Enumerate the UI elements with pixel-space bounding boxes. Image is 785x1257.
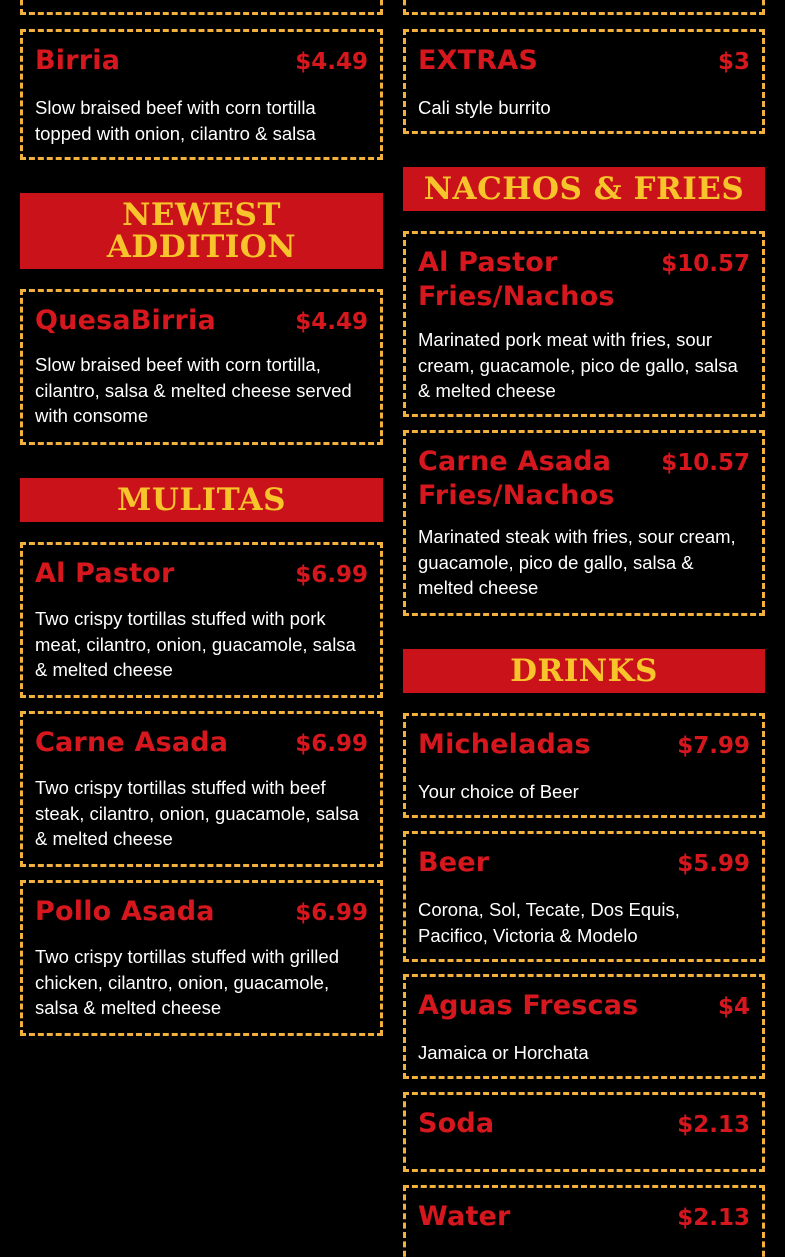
item-name: Al Pastor [35, 558, 175, 589]
previous-card-left [20, 0, 383, 15]
item-description: Marinated steak with fries, sour cream, guacamole, pico de gallo, salsa & melted cheese [418, 526, 736, 598]
menu-item-water [403, 1185, 765, 1257]
menu-item-micheladas [403, 713, 765, 818]
item-name: Micheladas [418, 729, 591, 760]
item-description: Corona, Sol, Tecate, Dos Equis, Pacifico, Victoria & Modelo [418, 899, 680, 946]
item-description: Slow braised beef with corn tortilla, cilantro, salsa & melted cheese served with consome [35, 354, 352, 426]
menu-item-beer [403, 831, 765, 962]
item-price: $10.57 [661, 450, 750, 476]
item-name: QuesaBirria [35, 305, 216, 336]
item-price: $4.49 [295, 309, 368, 335]
banner-nachos-fries [403, 167, 765, 211]
item-name: Pollo Asada [35, 896, 215, 927]
item-description: Marinated pork meat with fries, sour cream, guacamole, pico de gallo, salsa & melted cheese [418, 329, 738, 401]
menu-item-birria [20, 29, 383, 160]
item-price: $3 [717, 49, 750, 75]
item-description: Two crispy tortillas stuffed with grilled chicken, cilantro, onion, guacamole, salsa & melted cheese [35, 946, 339, 1018]
banner-newest-addition [20, 193, 383, 269]
menu-item-carne-asada-mulita [20, 711, 383, 867]
banner-mulitas [20, 478, 383, 522]
item-name: Birria [35, 45, 121, 76]
item-name: Beer [418, 847, 490, 878]
item-price: $2.13 [677, 1112, 750, 1138]
item-name: Water [418, 1201, 511, 1232]
item-description: Jamaica or Horchata [418, 1042, 589, 1063]
item-description: Your choice of Beer [418, 781, 579, 802]
menu-item-carne-asada-fries [403, 430, 765, 616]
item-description: Two crispy tortillas stuffed with beef steak, cilantro, onion, guacamole, salsa & melted cheese [35, 777, 359, 849]
item-price: $6.99 [295, 900, 368, 926]
menu-item-al-pastor-fries [403, 231, 765, 417]
item-name: Soda [418, 1108, 495, 1139]
menu-item-quesabirria [20, 289, 383, 445]
item-price: $10.57 [661, 251, 750, 277]
item-name: Carne Asada Fries/Nachos [418, 446, 615, 511]
menu-item-soda [403, 1092, 765, 1172]
item-description: Two crispy tortillas stuffed with pork meat, cilantro, onion, guacamole, salsa & melted cheese [35, 608, 356, 680]
item-price: $6.99 [295, 731, 368, 757]
menu-item-al-pastor-mulita [20, 542, 383, 698]
item-price: $5.99 [677, 851, 750, 877]
item-description: Cali style burrito [418, 97, 551, 118]
banner-drinks [403, 649, 765, 693]
item-name: Al Pastor Fries/Nachos [418, 247, 615, 312]
item-price: $6.99 [295, 562, 368, 588]
previous-card-right [403, 0, 765, 15]
item-price: $4 [717, 994, 750, 1020]
item-name: Carne Asada [35, 727, 229, 758]
banner-title: DRINKS [510, 653, 658, 689]
item-price: $7.99 [677, 733, 750, 759]
menu-item-aguas-frescas [403, 974, 765, 1079]
menu-item-extras [403, 29, 765, 134]
banner-title: NEWEST ADDITION [106, 197, 297, 265]
banner-title: MULITAS [117, 482, 286, 518]
item-name: EXTRAS [418, 45, 539, 76]
banner-title: NACHOS & FRIES [423, 171, 745, 207]
item-price: $2.13 [677, 1205, 750, 1231]
menu-item-pollo-asada-mulita [20, 880, 383, 1036]
item-description: Slow braised beef with corn tortilla topped with onion, cilantro & salsa [35, 97, 316, 144]
item-name: Aguas Frescas [418, 990, 639, 1021]
item-price: $4.49 [295, 49, 368, 75]
